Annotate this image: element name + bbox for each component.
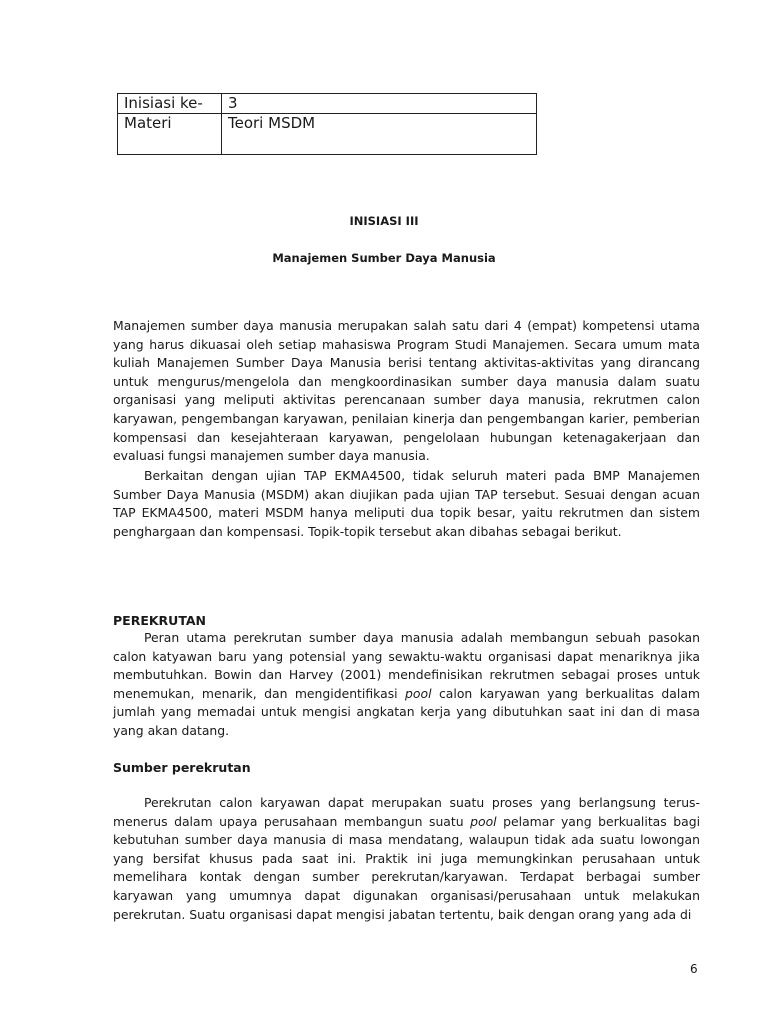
page-number: 6 [690,962,698,976]
inisiasi-label: Inisiasi ke- [118,94,222,114]
section-heading-perekrutan: PEREKRUTAN [113,613,207,628]
perekrutan-paragraph [113,629,700,741]
intro-paragraph-2: Berkaitan dengan ujian TAP EKMA4500, tidak seluruh materi pada BMP Manajemen Sumber Daya Manusia (MSDM) akan diujikan pada ujian TAP tersebut. Sesuai dengan acuan TAP EKMA4500, materi MSDM hanya meliputi dua topik besar, yaitu rekrutmen dan sistem penghargaan dan kompensasi. Topik-topik tersebut akan dibahas sebagai berikut. [113,468,700,539]
materi-value: Teori MSDM [222,114,537,155]
sumber-text-1: Perekrutan calon karyawan dapat merupakan suatu proses yang berlangsung terus-menerus dalam upaya perusahaan membangun suatu [113,795,700,829]
sumber-italic-term: pool [470,813,497,829]
sumber-text-2: pelamar yang berkualitas bagi kebutuhan sumber daya manusia di masa mendatang, walaupun tidak ada suatu lowongan yang bersifat khusus pada saat ini. Praktik ini juga memungkinkan perusahaan untuk memelihara kontak dengan sumber perekrutan/karyawan. Terdapat berbagai sumber karyawan yang umumnya dapat digunakan organisasi/perusahaan untuk melakukan perekrutan. Suatu organisasi dapat mengisi jabatan tertentu, baik dengan orang yang ada di [113,813,701,922]
inisiasi-value: 3 [222,94,537,114]
intro-paragraph-1: Manajemen sumber daya manusia merupakan salah satu dari 4 (empat) kompetensi utama yang harus dikuasai oleh setiap mahasiswa Program Studi Manajemen. Secara umum mata kuliah Manajemen Sumber Daya Manusia berisi tentang aktivitas-aktivitas yang dirancang untuk mengurus/mengelola dan mengkoordinasikan sumber daya manusia dalam suatu organisasi yang meliputi aktivitas perencanaan sumber daya manusia, rekrutmen calon karyawan, pengembangan karyawan, penilaian kinerja dan pengembangan karier, pemberian kompensasi dan kesejahteraan karyawan, pengelolaan hubungan ketenagakerjaan dan evaluasi fungsi manajemen sumber daya manusia. [113,318,700,464]
document-title: INISIASI III [349,214,419,228]
materi-label: Materi [118,114,222,155]
sumber-paragraph [113,794,700,924]
perekrutan-text-1: Peran utama perekrutan sumber daya manusia adalah membangun sebuah pasokan calon katyawan baru yang potensial yang sewaktu-waktu organisasi dapat menariknya jika membutuhkan. Bowin dan Harvey (2001) mendefinisikan rekrutmen sebagai proses untuk menemukan, menarik, dan mengidentifikasi [113,630,700,701]
header-row-materi [118,114,537,155]
perekrutan-text-2: calon karyawan yang berkualitas dalam jumlah yang memadai untuk mengisi angkatan kerja yang dibutuhkan saat ini dan di masa yang akan datang. [113,685,700,738]
header-row-inisiasi [118,94,537,114]
header-table [117,93,537,155]
perekrutan-italic-term: pool [405,685,432,701]
document-subtitle: Manajemen Sumber Daya Manusia [272,251,496,265]
section-heading-sumber: Sumber perekrutan [113,760,251,775]
